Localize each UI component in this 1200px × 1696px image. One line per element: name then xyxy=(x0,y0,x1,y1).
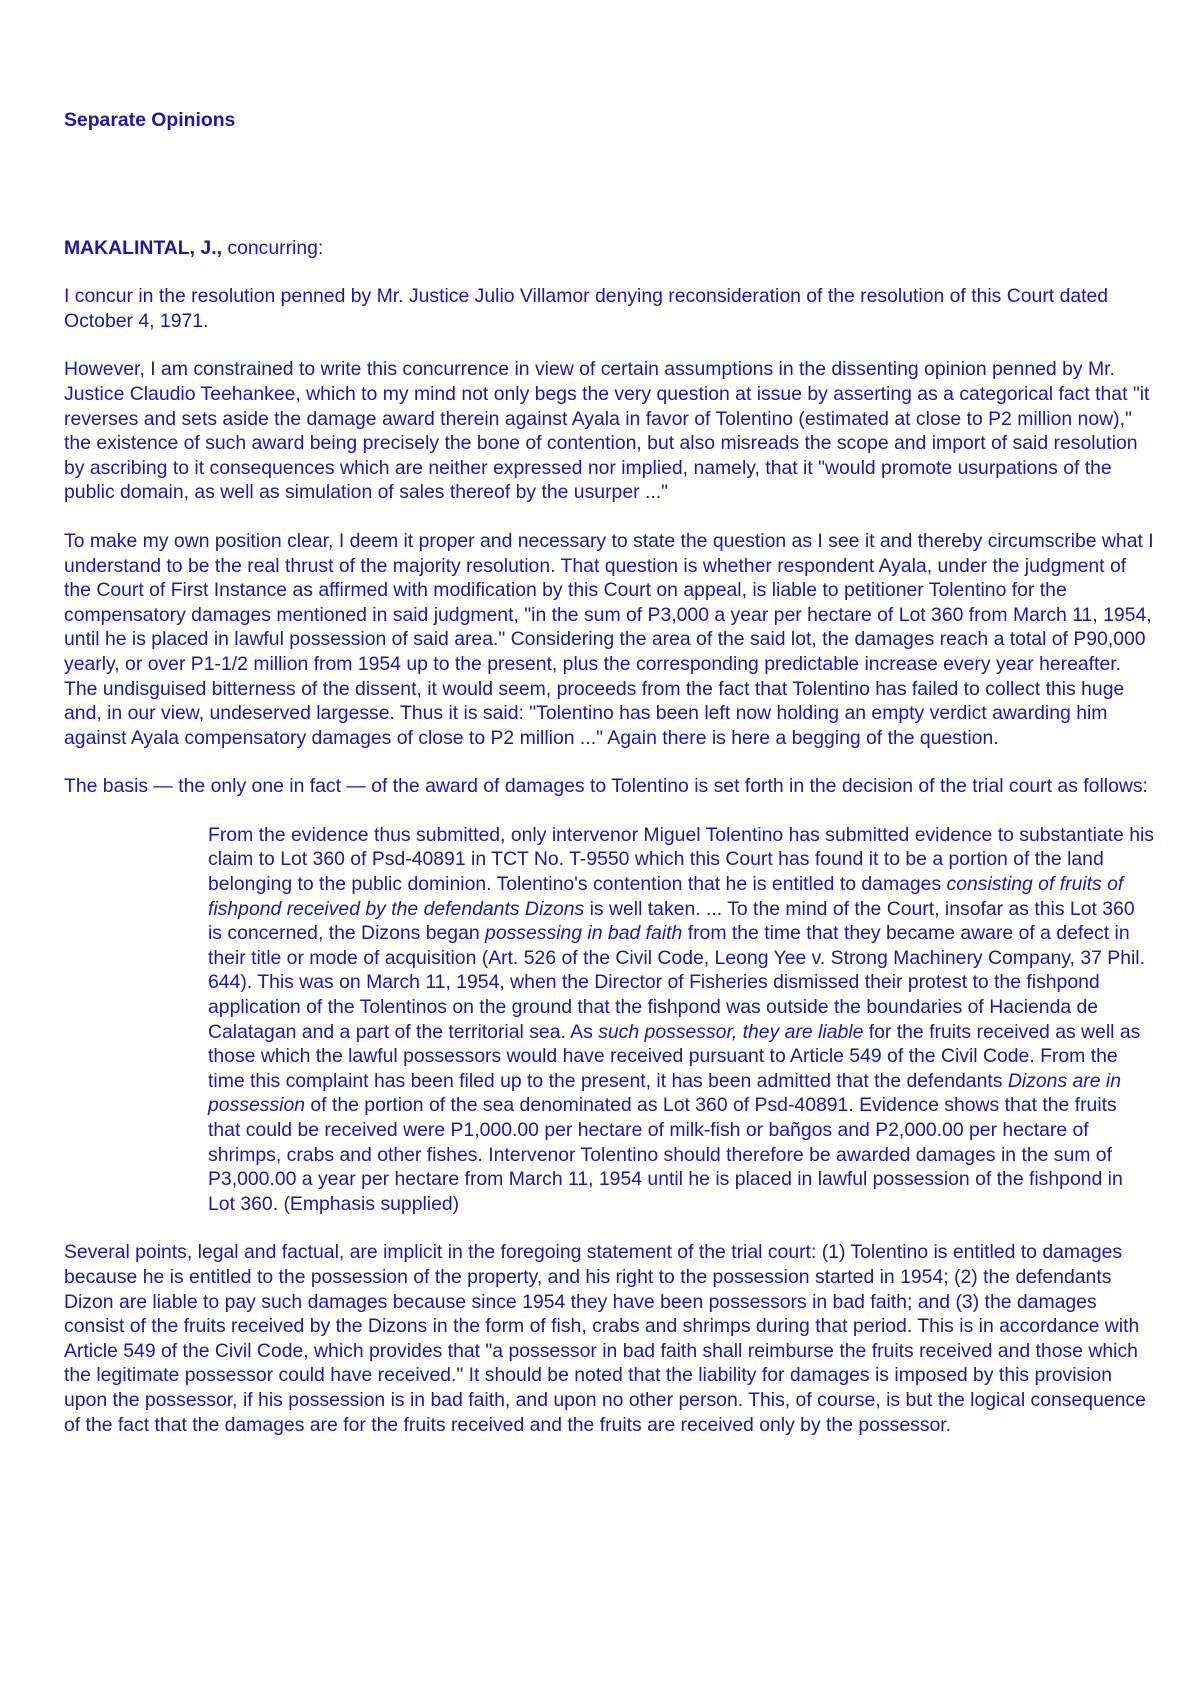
author-name: MAKALINTAL, J., xyxy=(64,236,222,259)
block-quote xyxy=(208,823,1154,1217)
author-byline xyxy=(64,236,1154,261)
paragraph-closing: Several points, legal and factual, are implicit in the foregoing statement of the trial court: (1) Tolentino is entitled to damages because he is entitled to the possession of the property, and his right to the possession started in 1954; (2) the defendants Dizon are liable to pay such damages because since 1954 they have been possessors in bad faith; and (3) the damages consist of the fruits received by the Dizons in the form of fish, crabs and shrimps during that period. This is in accordance with Article 549 of the Civil Code, which provides that "a possessor in bad faith shall reimburse the fruits received and those which the legitimate possessor could have received." It should be noted that the liability for damages is imposed by this provision upon the possessor, if his possession is in bad faith, and upon no other person. This, of course, is but the logical consequence of the fact that the damages are for the fruits received and the fruits are received only by the possessor. xyxy=(64,1241,1146,1436)
quote-emphasis: such possessor, they are liable xyxy=(598,1020,864,1043)
quote-text: is well taken. ... To the mind of the Court, insofar as this Lot 360 is concerned, the Dizons began xyxy=(208,897,1135,945)
section-heading: Separate Opinions xyxy=(64,109,236,131)
paragraph-2: However, I am constrained to write this concurrence in view of certain assumptions in the dissenting opinion penned by Mr. Justice Claudio Teehankee, which to my mind not only begs the very question at issue by asserting as a categorical fact that "it reverses and sets aside the damage award therein against Ayala in favor of Tolentino (estimated at close to P2 million now)," the existence of such award being precisely the bone of contention, but also misreads the scope and import of said resolution by ascribing to it consequences which are neither expressed nor implied, namely, that it "would promote usurpations of the public domain, as well as simulation of sales thereof by the usurper ..." xyxy=(64,358,1150,504)
quote-text: From the evidence thus submitted, only intervenor Miguel Tolentino has submitted evidence to substantiate his claim to Lot 360 of Psd-40891 in TCT No. T-9550 which this Court has found it to be a portion of the land belonging to the public dominion. Tolentino's contention that he is entitled to damages xyxy=(208,823,1155,896)
paragraph-1: I concur in the resolution penned by Mr. Justice Julio Villamor denying reconsideration of the resolution of this Court dated October 4, 1971. xyxy=(64,285,1109,332)
quote-emphasis: Dizons are in possession xyxy=(208,1069,1122,1117)
quote-emphasis: consisting of fruits of fishpond received by the defendants Dizons xyxy=(208,873,1124,920)
paragraph-4: The basis — the only one in fact — of the award of damages to Tolentino is set forth in the decision of the trial court as follows: xyxy=(64,775,1148,798)
quote-text: of the portion of the sea denominated as Lot 360 of Psd-40891. Evidence shows that the fruits that could be received were P1,000.00 per hectare of milk-fish or bañgos and P2,000.00 per hectare of shrimps, crabs and other fishes. Intervenor Tolentino should therefore be awarded damages in the sum of P3,000.00 a year per hectare from March 11, 1954 until he is placed in lawful possession of the fishpond in Lot 360. (Emphasis supplied) xyxy=(208,1094,1123,1215)
author-role: concurring: xyxy=(227,236,324,259)
document-body xyxy=(64,108,1154,1437)
quote-text: for the fruits received as well as those which the lawful possessors would have received pursuant to Article 549 of the Civil Code. From the time this complaint has been filed up to the present, it has been admitted that the defendants xyxy=(208,1020,1141,1092)
quote-text: from the time that they became aware of a defect in their title or mode of acquisition (Art. 526 of the Civil Code, Leong Yee v. Strong Machinery Company, 37 Phil. 644). This was on March 11, 1954, when the Director of Fisheries dismissed their protest to the fishpond application of the Tolentinos on the ground that the fishpond was outside the boundaries of Hacienda de Calatagan and a part of the territorial sea. As xyxy=(208,922,1145,1043)
paragraph-3: To make my own position clear, I deem it proper and necessary to state the question as I see it and thereby circumscribe what I understand to be the real thrust of the majority resolution. That question is whether respondent Ayala, under the judgment of the Court of First Instance as affirmed with modification by this Court on appeal, is liable to petitioner Tolentino for the compensatory damages mentioned in said judgment, "in the sum of P3,000 a year per hectare of Lot 360 from March 11, 1954, until he is placed in lawful possession of said area." Considering the area of the said lot, the damages reach a total of P90,000 yearly, or over P1-1/2 million from 1954 up to the present, plus the corresponding predictable increase every year hereafter. The undisguised bitterness of the dissent, it would seem, proceeds from the fact that Tolentino has failed to collect this huge and, in our view, undeserved largesse. Thus it is said: "Tolentino has been left now holding an empty verdict awarding him against Ayala compensatory damages of close to P2 million ..." Again there is here a begging of the question. xyxy=(64,529,1154,749)
quote-emphasis: possessing in bad faith xyxy=(485,922,683,945)
